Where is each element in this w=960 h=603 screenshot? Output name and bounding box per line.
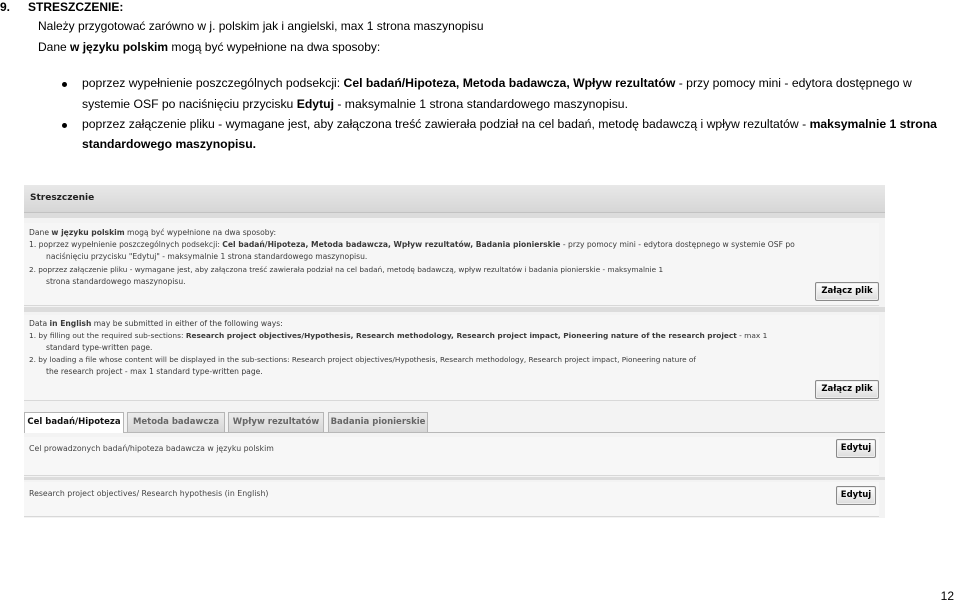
polish-instructions-box: [24, 223, 879, 306]
english-field-label: Research project objectives/ Research hypothesis (in English): [29, 489, 269, 498]
en-line-1: Data in English may be submitted in either of the following ways:: [29, 319, 283, 328]
osf-form-screenshot: [24, 185, 885, 518]
bullet-2-line2-bold: standardowego maszynopisu.: [82, 137, 257, 151]
bullet-1-pre: poprzez wypełnienie poszczególnych podsekcji:: [82, 76, 344, 90]
screenshot-header-title: Streszczenie: [30, 193, 95, 203]
intro-text-1: Należy przygotować zarówno w j. polskim jak i angielski, max 1 strona maszynopisu: [38, 19, 484, 33]
bullet-dot-2: [62, 123, 67, 128]
pl-line-1: Dane w języku polskim mogą być wypełnione na dwa sposoby:: [29, 228, 277, 237]
section-number: 9.: [0, 0, 11, 14]
pl-line-5: strona standardowego maszynopisu.: [46, 277, 186, 286]
bullet-2-bold: maksymalnie 1 strona: [809, 117, 937, 131]
intro-line-2: [38, 40, 380, 54]
pl-line-4: 2. poprzez załączenie pliku - wymagane jest, aby załączona treść zawierała podział na cel badań, metodę badawczą, wpływ rezultatów i badania pionierskie - maksymalnie 1: [29, 265, 664, 274]
en-line-4: 2. by loading a file whose content will be displayed in the sub-sections: Research project objectives/Hypothesis, Research methodology, Research project impact, Pioneering nature of: [29, 355, 696, 364]
bullet-dot-1: [62, 82, 67, 87]
bullet-1-line2-post: - maksymalnie 1 strona standardowego maszynopisu.: [333, 97, 628, 111]
bullet-2-pre: poprzez załączenie pliku - wymagane jest, aby załączona treść zawierała podział na cel badań, metodę badawczą i wpływ rezultatów -: [82, 117, 810, 131]
bullet-1-line-1: [82, 76, 912, 90]
divider: [24, 213, 885, 218]
divider: [24, 307, 885, 312]
intro-line-1: [38, 19, 484, 33]
divider: [24, 477, 885, 480]
bullet-1-line2-pre: systemie OSF po naciśnięciu przycisku: [82, 97, 297, 111]
en-line-2: 1. by filling out the required sub-sections: Research project objectives/Hypothesis, Research methodology, Research project impact, Pioneering nature of the research project - max 1: [29, 331, 768, 340]
section-heading: [0, 0, 123, 14]
tab-metoda-badawcza[interactable]: Metoda badawcza: [127, 412, 225, 432]
page-number: 12: [940, 589, 954, 603]
attach-file-button-pl[interactable]: Załącz plik: [815, 282, 879, 301]
bullet-1-line-2: [82, 97, 628, 111]
en-line-5: the research project - max 1 standard type-written page.: [46, 367, 263, 376]
edit-button-en[interactable]: Edytuj: [836, 486, 876, 505]
bullet-1-post: - przy pomocy mini - edytora dostępnego w: [675, 76, 912, 90]
pl-line-2: 1. poprzez wypełnienie poszczególnych podsekcji: Cel badań/Hipoteza, Metoda badawcza, Wpływ rezultatów, Badania pionierskie - przy pomocy mini - edytora dostępnego w systemie OSF po: [29, 240, 795, 249]
english-instructions-box: [24, 315, 879, 401]
bullet-2-line-2: [82, 137, 256, 151]
edit-button-pl[interactable]: Edytuj: [836, 439, 876, 458]
pl-line-3: naciśnięciu przycisku "Edytuj" - maksymalnie 1 strona standardowego maszynopisu.: [46, 252, 368, 261]
subsection-tabs: [24, 412, 885, 433]
tab-wplyw-rezultatow[interactable]: Wpływ rezultatów: [228, 412, 324, 432]
bullet-2-line-1: [82, 117, 937, 131]
en-line-3: standard type-written page.: [46, 343, 153, 352]
tab-badania-pionierskie[interactable]: Badania pionierskie: [328, 412, 428, 432]
polish-field-label: Cel prowadzonych badań/hipoteza badawcza w języku polskim: [29, 444, 274, 453]
english-field-row: [24, 482, 879, 517]
intro-text-2a: Dane: [38, 40, 71, 54]
bullet-1-bold: Cel badań/Hipoteza, Metoda badawcza, Wpływ rezultatów: [343, 76, 676, 90]
polish-field-row: [24, 437, 879, 476]
bullet-1-line2-bold: Edytuj: [296, 97, 334, 111]
intro-text-2c: mogą być wypełnione na dwa sposoby:: [168, 40, 381, 54]
intro-text-2b: w języku polskim: [70, 40, 169, 54]
tab-cel-badan[interactable]: Cel badań/Hipoteza: [24, 412, 124, 433]
section-title: STRESZCZENIE:: [28, 0, 124, 14]
screenshot-section-header: [24, 185, 885, 213]
attach-file-button-en[interactable]: Załącz plik: [815, 380, 879, 399]
